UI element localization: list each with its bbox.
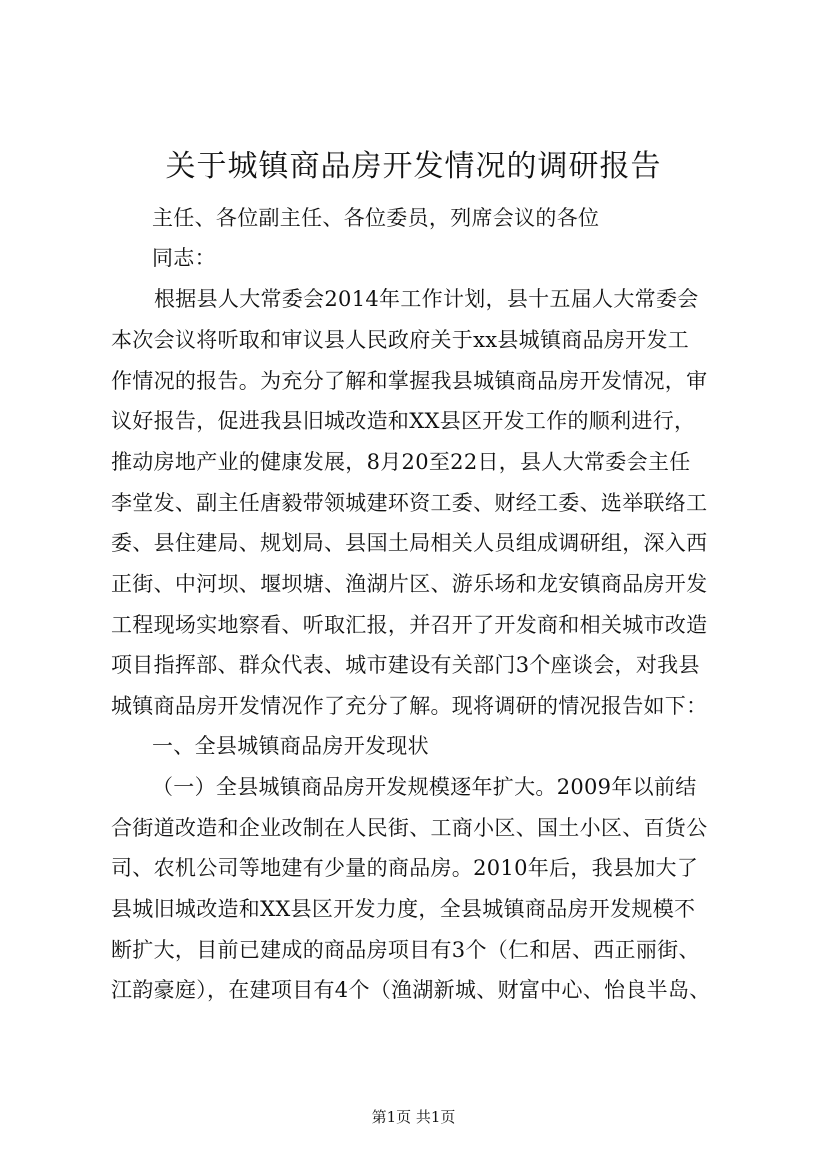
paragraph-line: （一）全县城镇商品房开发规模逐年扩大。2009年以前结: [152, 775, 697, 799]
document-title: 关于城镇商品房开发情况的调研报告: [165, 149, 662, 184]
salutation-line-2: 同志：: [152, 246, 216, 270]
paragraph-line: 县城旧城改造和XX县区开发力度，全县城镇商品房开发规模不: [111, 897, 696, 921]
paragraph-line: 城镇商品房开发情况作了充分了解。现将调研的情况报告如下：: [111, 694, 708, 718]
paragraph-line: 工程现场实地察看、听取汇报，并召开了开发商和相关城市改造: [111, 613, 708, 637]
paragraph-line: 推动房地产业的健康发展，8月20至22日，县人大常委会主任: [111, 450, 691, 474]
paragraph-line: 正街、中河坝、堰坝塘、渔湖片区、游乐场和龙安镇商品房开发: [111, 572, 708, 596]
paragraph-line: 李堂发、副主任唐毅带领城建环资工委、财经工委、选举联络工: [111, 491, 708, 515]
paragraph-line: 司、农机公司等地建有少量的商品房。2010年后，我县加大了: [111, 856, 699, 880]
paragraph-line: 作情况的报告。为充分了解和掌握我县城镇商品房开发情况，审: [111, 369, 708, 393]
paragraph-line: 断扩大，目前已建成的商品房项目有3个（仁和居、西正丽街、: [111, 938, 700, 962]
paragraph-line: 委、县住建局、规划局、县国土局相关人员组成调研组，深入西: [111, 531, 708, 555]
paragraph-line: 议好报告，促进我县旧城改造和XX县区开发工作的顺利进行，: [111, 409, 696, 433]
paragraph-line: 根据县人大常委会2014年工作计划，县十五届人大常委会: [154, 287, 699, 311]
paragraph-line: 本次会议将听取和审议县人民政府关于xx县城镇商品房开发工: [111, 328, 690, 352]
paragraph-line: 项目指挥部、群众代表、城市建设有关部门3个座谈会，对我县: [111, 653, 700, 677]
salutation-line-1: 主任、各位副主任、各位委员，列席会议的各位: [152, 206, 600, 230]
page-footer: 第1页 共1页: [371, 1108, 456, 1126]
section-heading: 一、全县城镇商品房开发现状: [152, 734, 429, 758]
paragraph-line: 江韵豪庭），在建项目有4个（渔湖新城、财富中心、怡良半岛、: [111, 978, 711, 1002]
paragraph-line: 合街道改造和企业改制在人民街、工商小区、国土小区、百货公: [111, 816, 708, 840]
